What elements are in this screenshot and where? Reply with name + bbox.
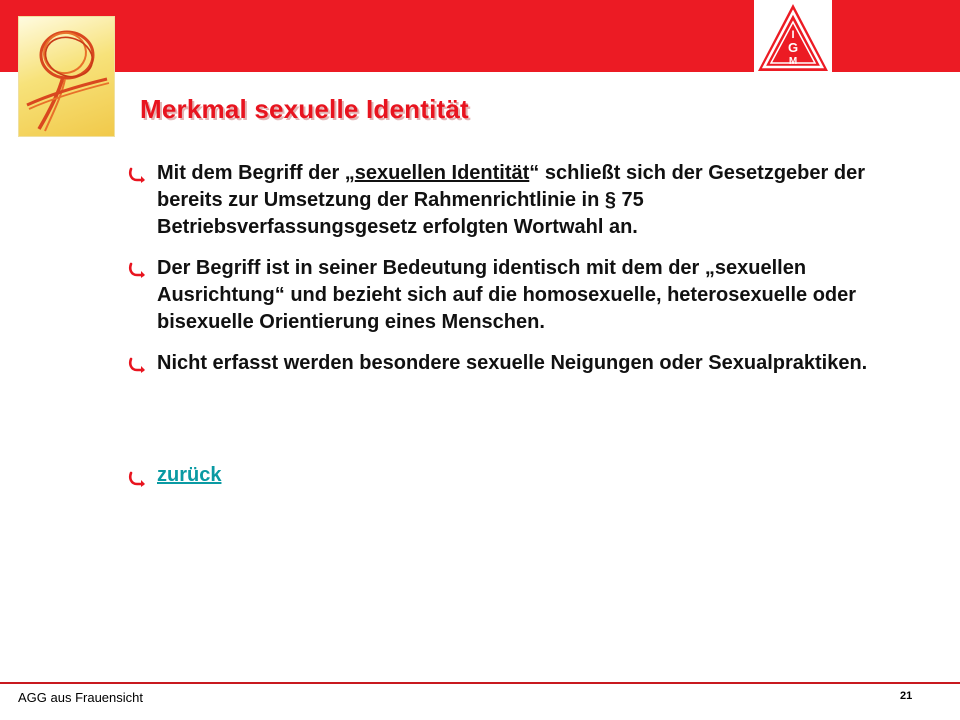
svg-text:G: G (787, 40, 799, 55)
bullet-item-1 (128, 160, 908, 241)
bullet-list (128, 160, 908, 377)
ig-metall-logo (754, 0, 832, 76)
footer-divider (0, 682, 960, 684)
svg-text:I: I (791, 29, 795, 41)
bullet-1-pre: Mit dem Begriff der „ (157, 162, 355, 184)
back-link-row (128, 464, 221, 487)
curved-arrow-icon (128, 469, 146, 487)
bullet-1-post: “ schließt sich der Gesetzgeber der bereits zur Umsetzung der Rahmenrichtlinie in § 75 Betriebsverfassungsgesetz erfolgten Wortwahl an. (157, 162, 865, 238)
page-number: 21 (900, 690, 913, 702)
bullet-3-text: Nicht erfasst werden besondere sexuelle Neigungen oder Sexualpraktiken. (157, 352, 868, 374)
footer-title: AGG aus Frauensicht (18, 690, 143, 705)
svg-text:M: M (788, 56, 798, 67)
bullet-item-3 (128, 350, 908, 377)
curved-arrow-icon (128, 165, 146, 183)
bullet-1-emph: sexuellen Identität (354, 162, 530, 184)
slide-title: Merkmal sexuelle Identität (140, 94, 469, 124)
bullet-2-text: Der Begriff ist in seiner Bedeutung identisch mit dem der „sexuellen Ausrichtung“ und bezieht sich auf die homosexuelle, heterosexuelle oder bisexuelle Orientierung eines Menschen. (157, 257, 857, 333)
back-link[interactable]: zurück (157, 464, 222, 486)
curved-arrow-icon (128, 355, 146, 373)
bullet-item-2 (128, 255, 908, 336)
curved-arrow-icon (128, 260, 146, 278)
female-symbol-logo (18, 16, 115, 137)
